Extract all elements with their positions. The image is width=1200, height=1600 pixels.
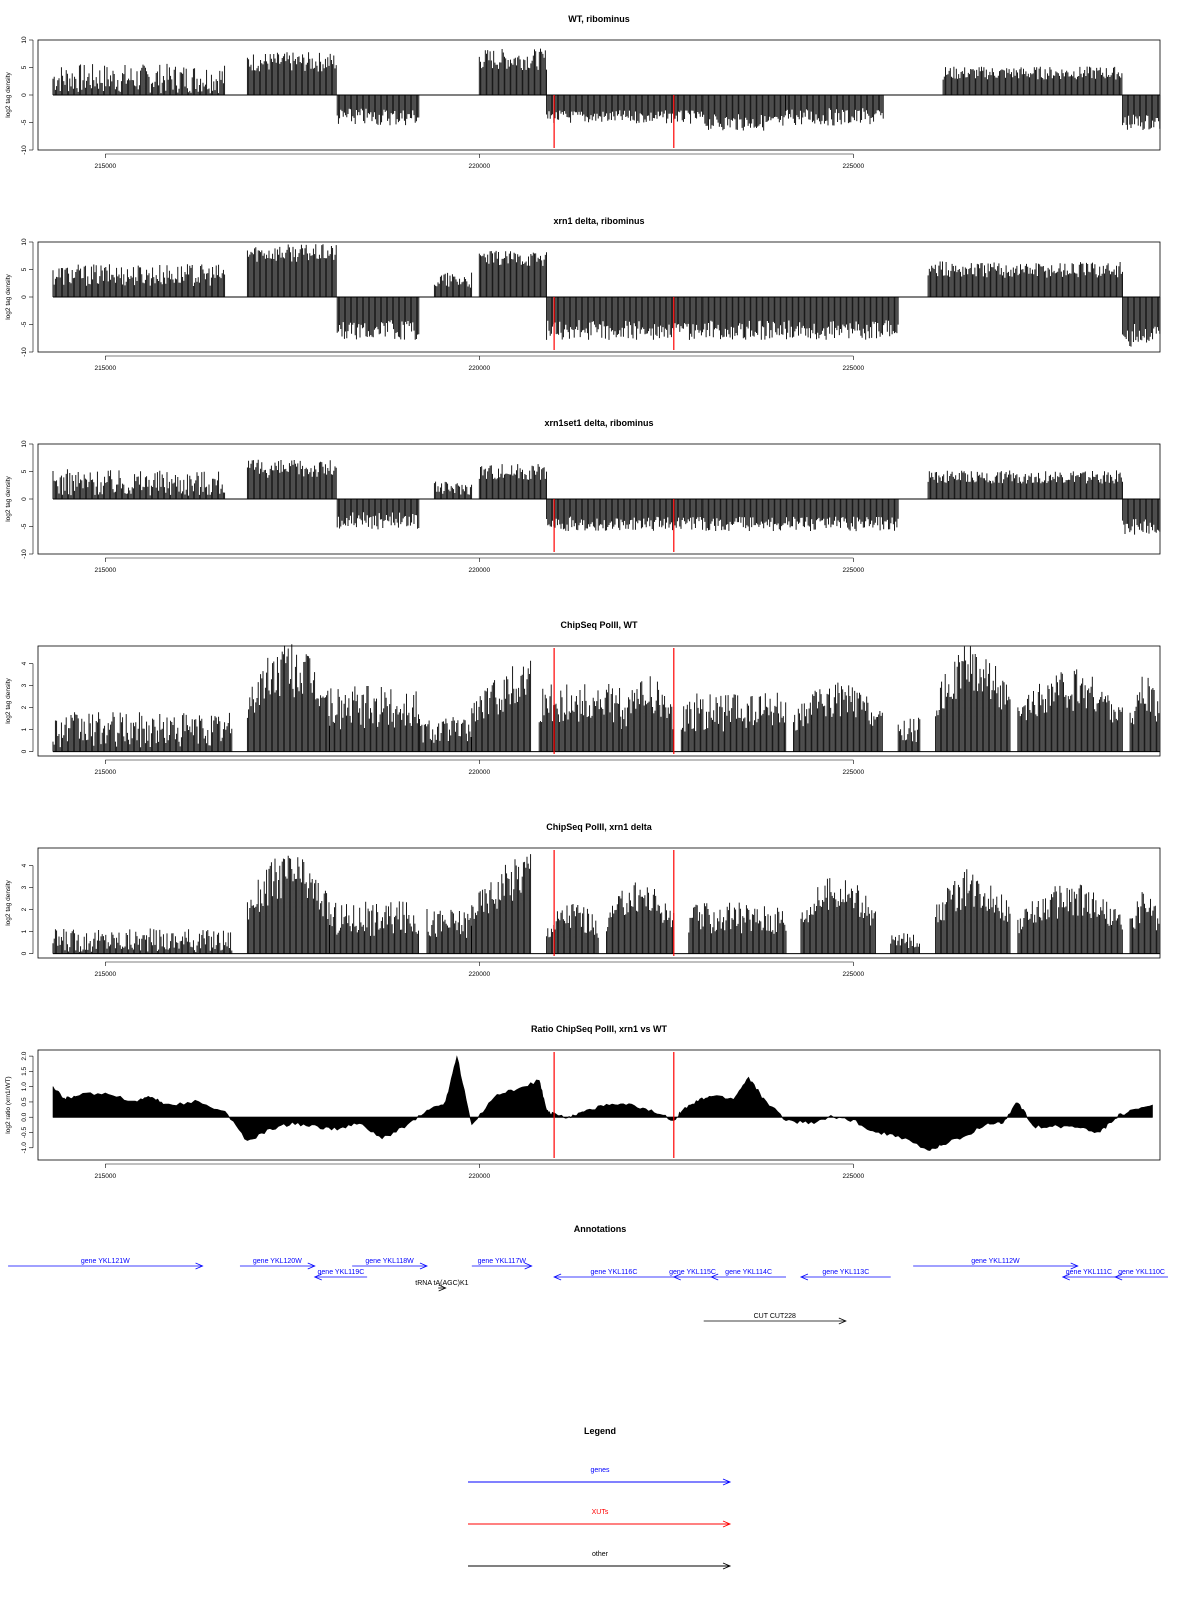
y-axis-label: log2 tag density: [5, 678, 12, 724]
data-segment: [330, 901, 419, 953]
x-tick-label: 225000: [842, 163, 865, 170]
legend-label: other: [592, 1551, 608, 1558]
bar-group: [337, 499, 419, 529]
data-segment: [1018, 885, 1122, 954]
data-segment: [704, 297, 898, 340]
chart-title: Ratio ChipSeq PolII, xrn1 vs WT: [530, 1024, 668, 1034]
data-segment: [330, 686, 419, 752]
annotation-feature: [704, 1313, 846, 1324]
bar-group: [786, 95, 883, 126]
bar-group: [704, 95, 786, 131]
chart-panel-0: [5, 14, 1160, 170]
data-segment: [547, 95, 703, 124]
y-axis-label: log2 tag density: [5, 476, 12, 522]
data-segment: [479, 251, 546, 297]
y-tick-label: -5: [21, 523, 28, 530]
data-segment: [53, 712, 232, 751]
y-tick-label: -10: [21, 549, 28, 559]
x-tick-label: 225000: [842, 971, 865, 978]
bar-group: [689, 903, 786, 954]
data-segment: [434, 273, 471, 297]
legend-panel: [468, 1426, 730, 1569]
y-tick-label: -10: [21, 347, 28, 357]
annotation-label: gene YKL117W: [477, 1258, 526, 1265]
data-segment: [247, 244, 336, 297]
data-segment: [53, 469, 225, 499]
x-tick-label: 225000: [842, 769, 865, 776]
legend-label: XUTs: [591, 1509, 609, 1516]
series-data: [53, 49, 1160, 131]
bar-group: [704, 297, 898, 340]
x-axis: [94, 1164, 864, 1180]
data-segment: [434, 482, 471, 499]
y-tick-label: 5: [21, 65, 28, 70]
bar-group: [704, 499, 898, 531]
data-segment: [53, 929, 232, 954]
annotation-label: gene YKL121W: [80, 1258, 130, 1265]
y-tick-label: -1.0: [21, 1142, 28, 1154]
y-tick-label: -0.5: [21, 1126, 28, 1139]
chart-panel-4: [5, 822, 1160, 978]
data-segment: [472, 661, 531, 752]
bar-group: [247, 856, 329, 954]
bar-group: [330, 686, 419, 752]
x-axis: [94, 558, 864, 574]
y-tick-label: 0: [21, 749, 28, 754]
data-segment: [427, 909, 471, 954]
bar-group: [53, 264, 225, 297]
annotation-label: gene YKL114C: [725, 1269, 773, 1276]
data-segment: [420, 717, 472, 752]
bar-group: [547, 95, 703, 124]
y-axis: [21, 863, 33, 955]
data-segment: [53, 64, 225, 95]
x-tick-label: 220000: [468, 567, 491, 574]
x-tick-label: 220000: [468, 365, 491, 372]
annotation-feature: [415, 1280, 468, 1291]
bar-group: [898, 718, 920, 752]
data-segment: [794, 683, 883, 752]
data-segment: [689, 903, 786, 954]
data-segment: [479, 49, 546, 95]
bar-group: [434, 273, 471, 297]
bar-group: [472, 854, 531, 954]
x-tick-label: 215000: [94, 163, 117, 170]
bar-group: [936, 646, 1010, 751]
bar-group: [681, 693, 785, 752]
series-data: [53, 644, 1160, 751]
chart-panel-5: [5, 1024, 1160, 1180]
data-segment: [1123, 95, 1160, 130]
data-segment: [547, 499, 703, 531]
annotation-label: tRNA tA(AGC)K1: [415, 1280, 469, 1287]
data-segment: [539, 684, 621, 752]
x-tick-label: 220000: [468, 163, 491, 170]
y-tick-label: -5: [21, 119, 28, 126]
x-tick-label: 215000: [94, 971, 117, 978]
bar-group: [479, 251, 546, 297]
bar-group: [936, 869, 1010, 953]
bar-group: [1123, 499, 1160, 535]
y-tick-label: 0: [21, 951, 28, 956]
series-data: [53, 1057, 1153, 1151]
data-segment: [936, 646, 1010, 751]
annotation-feature: [669, 1269, 716, 1280]
y-tick-label: 5: [21, 267, 28, 272]
data-segment: [479, 464, 546, 499]
y-tick-label: -10: [21, 145, 28, 155]
y-axis-label: log2 ratio (xrn1/WT): [5, 1076, 12, 1134]
chart-title: ChipSeq PolII, WT: [560, 620, 638, 630]
chart-title: WT, ribominus: [568, 14, 630, 24]
y-axis-label: log2 tag density: [5, 274, 12, 320]
data-segment: [337, 297, 419, 340]
y-tick-label: 10: [21, 36, 28, 44]
chart-title: xrn1 delta, ribominus: [553, 216, 645, 226]
y-tick-label: 1.0: [21, 1082, 28, 1092]
annotation-label: gene YKL118W: [365, 1258, 414, 1265]
annotation-label: gene YKL116C: [590, 1269, 638, 1276]
y-tick-label: 4: [21, 661, 28, 666]
bar-group: [943, 67, 1122, 95]
series-data: [53, 244, 1160, 346]
x-tick-label: 220000: [468, 1173, 491, 1180]
bar-group: [928, 262, 1122, 298]
y-tick-label: 2.0: [21, 1051, 28, 1061]
annotation-label: gene YKL112W: [971, 1258, 1020, 1265]
annotations-title: Annotations: [573, 1224, 627, 1234]
bar-group: [539, 684, 621, 752]
y-axis: [21, 440, 33, 559]
data-segment: [247, 52, 336, 95]
data-segment: [1130, 677, 1159, 752]
bar-group: [472, 661, 531, 752]
data-segment: [247, 856, 329, 954]
bar-group: [794, 683, 883, 752]
bar-group: [247, 644, 329, 751]
y-axis: [21, 238, 33, 357]
data-segment: [1123, 499, 1160, 535]
data-segment: [547, 297, 703, 340]
bar-group: [427, 909, 471, 954]
data-segment: [801, 878, 875, 954]
data-segment: [898, 718, 920, 752]
bar-group: [420, 717, 472, 752]
bar-group: [337, 95, 419, 125]
annotation-label: gene YKL120W: [252, 1258, 302, 1265]
annotation-feature: [1115, 1269, 1168, 1280]
bar-group: [1123, 95, 1160, 130]
annotation-feature: [711, 1269, 786, 1280]
chart-panel-3: [5, 620, 1160, 776]
data-segment: [786, 95, 883, 126]
y-tick-label: -5: [21, 321, 28, 328]
chart-title: ChipSeq PolII, xrn1 delta: [546, 822, 652, 832]
x-tick-label: 215000: [94, 1173, 117, 1180]
data-segment: [943, 67, 1122, 95]
annotation-label: gene YKL111C: [1065, 1269, 1113, 1276]
x-tick-label: 225000: [842, 1173, 865, 1180]
annotation-label: gene YKL115C: [669, 1269, 716, 1276]
bar-group: [479, 464, 546, 499]
y-tick-label: 1: [21, 929, 28, 934]
bar-group: [434, 482, 471, 499]
y-tick-label: 4: [21, 863, 28, 868]
data-segment: [53, 264, 225, 297]
y-tick-label: 0: [21, 93, 28, 97]
y-tick-label: 0.0: [21, 1112, 28, 1122]
annotation-feature: [240, 1258, 315, 1269]
y-axis: [21, 1051, 33, 1153]
x-tick-label: 225000: [842, 365, 865, 372]
bar-group: [928, 470, 1122, 499]
data-segment: [472, 854, 531, 954]
data-segment: [607, 883, 674, 954]
legend-item: [468, 1509, 730, 1527]
bar-group: [330, 901, 419, 953]
annotation-feature: [913, 1258, 1078, 1269]
y-tick-label: 0: [21, 295, 28, 299]
data-segment: [621, 676, 673, 751]
chart-panel-1: [5, 216, 1160, 372]
x-axis: [94, 962, 864, 978]
data-segment: [1123, 297, 1160, 347]
y-tick-label: 10: [21, 440, 28, 448]
x-tick-label: 215000: [94, 365, 117, 372]
data-segment: [247, 644, 329, 751]
data-segment: [928, 262, 1122, 298]
x-axis: [94, 154, 864, 170]
bar-group: [801, 878, 875, 954]
bar-group: [547, 297, 703, 340]
bar-group: [1130, 677, 1159, 752]
annotation-feature: [8, 1258, 202, 1269]
bar-group: [247, 52, 336, 95]
annotation-label: gene YKL113C: [822, 1269, 870, 1276]
y-tick-label: 0.5: [21, 1097, 28, 1107]
ratio-area: [53, 1057, 1153, 1151]
bar-group: [247, 244, 336, 297]
y-tick-label: 1: [21, 727, 28, 732]
y-tick-label: 1.5: [21, 1066, 28, 1076]
legend-label: genes: [590, 1467, 610, 1474]
annotation-feature: [801, 1269, 891, 1280]
annotation-label: gene YKL119C: [317, 1269, 365, 1276]
annotations-panel: [8, 1224, 1168, 1324]
y-axis-label: log2 tag density: [5, 880, 12, 926]
x-tick-label: 215000: [94, 567, 117, 574]
data-segment: [247, 460, 336, 499]
annotation-feature: [352, 1258, 427, 1269]
x-axis: [94, 356, 864, 372]
bar-group: [479, 49, 546, 95]
y-tick-label: 3: [21, 885, 28, 890]
bar-group: [337, 297, 419, 340]
legend-title: Legend: [583, 1426, 617, 1436]
annotation-feature: [1063, 1269, 1115, 1280]
y-axis: [21, 661, 33, 753]
chart-title: xrn1set1 delta, ribominus: [544, 418, 654, 428]
annotation-feature: [315, 1269, 367, 1280]
data-segment: [704, 499, 898, 531]
bar-group: [247, 460, 336, 499]
bar-group: [53, 712, 232, 751]
bar-group: [1130, 892, 1159, 954]
legend-item: [468, 1551, 730, 1569]
bar-group: [1123, 297, 1160, 347]
chart-panel-2: [5, 418, 1160, 574]
bar-group: [53, 929, 232, 954]
y-tick-label: 0: [21, 497, 28, 501]
annotation-label: gene YKL110C: [1118, 1269, 1165, 1276]
annotation-feature: [554, 1269, 674, 1280]
x-axis: [94, 760, 864, 776]
data-segment: [337, 499, 419, 529]
bar-group: [891, 933, 920, 953]
y-tick-label: 2: [21, 907, 28, 912]
series-data: [53, 854, 1160, 954]
data-segment: [681, 693, 785, 752]
bar-group: [1018, 669, 1122, 751]
x-tick-label: 220000: [468, 769, 491, 776]
bar-group: [607, 883, 674, 954]
bar-group: [621, 676, 673, 751]
series-data: [53, 460, 1160, 535]
x-tick-label: 215000: [94, 769, 117, 776]
y-axis-label: log2 tag density: [5, 72, 12, 118]
x-tick-label: 220000: [468, 971, 491, 978]
bar-group: [547, 499, 703, 531]
y-tick-label: 10: [21, 238, 28, 246]
data-segment: [337, 95, 419, 125]
data-segment: [1018, 669, 1122, 751]
y-tick-label: 2: [21, 705, 28, 710]
bar-group: [1018, 885, 1122, 954]
annotation-feature: [472, 1258, 532, 1269]
y-tick-label: 5: [21, 469, 28, 474]
y-tick-label: 3: [21, 683, 28, 688]
legend-item: [468, 1467, 730, 1485]
data-segment: [891, 933, 920, 953]
data-segment: [704, 95, 786, 131]
annotation-label: CUT CUT228: [753, 1313, 796, 1320]
x-tick-label: 225000: [842, 567, 865, 574]
data-segment: [1130, 892, 1159, 954]
data-segment: [936, 869, 1010, 953]
bar-group: [53, 64, 225, 95]
bar-group: [53, 469, 225, 499]
y-axis: [21, 36, 33, 155]
data-segment: [928, 470, 1122, 499]
